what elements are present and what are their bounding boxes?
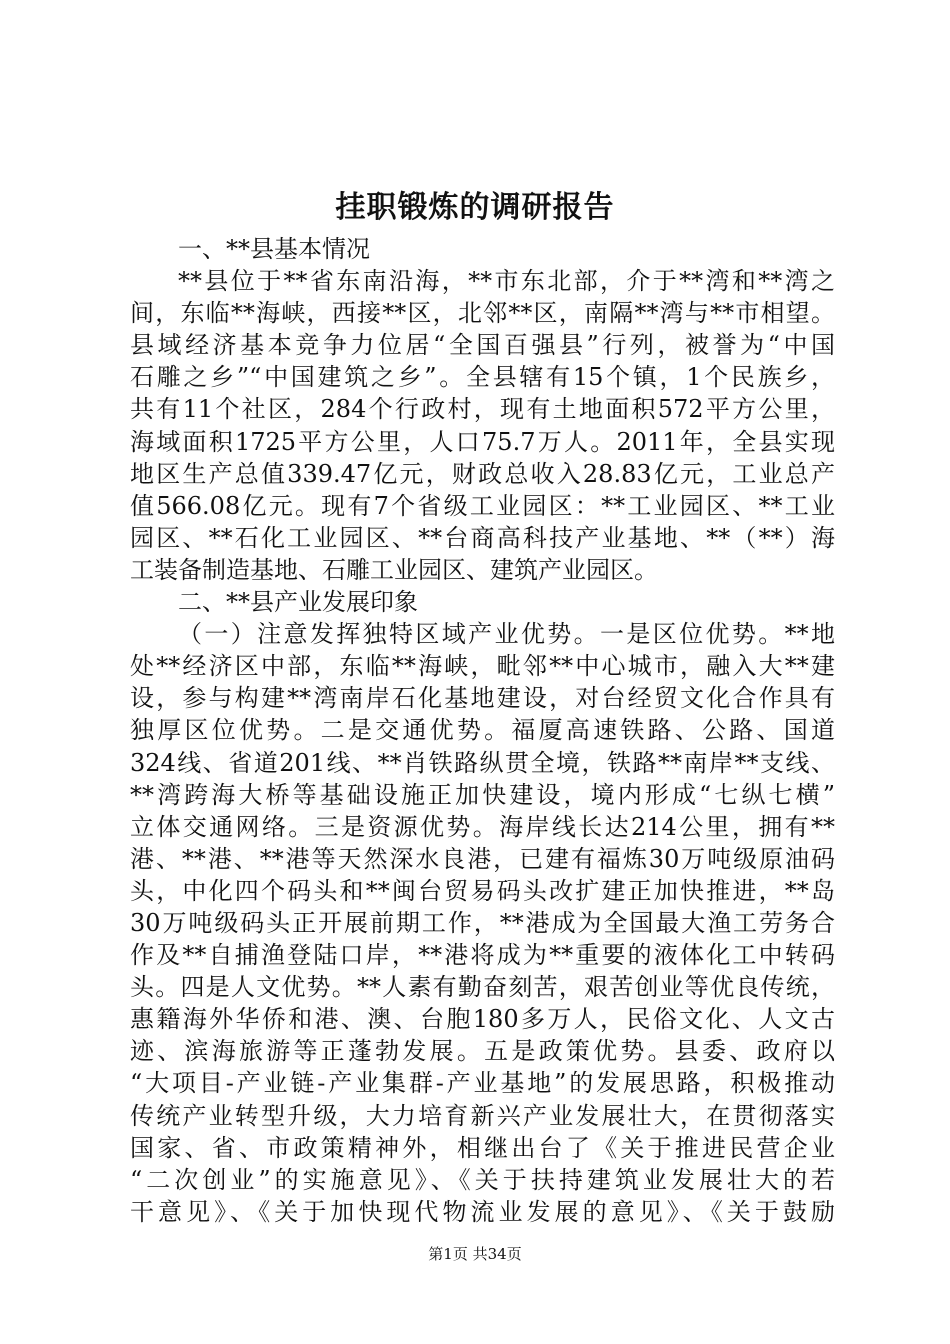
text-line: “大项目-产业链-产业集群-产业基地”的发展思路，积极推动: [130, 1069, 835, 1098]
text-line: 地区生产总值339.47亿元，财政总收入28.83亿元，工业总产: [130, 459, 835, 488]
text-line: 值566.08亿元。现有7个省级工业园区：**工业园区、**工业: [130, 491, 835, 520]
text-line: 间，东临**海峡，西接**区，北邻**区，南隔**湾与**市相望。: [130, 299, 835, 328]
text-line: 干意见》、《关于加快现代物流业发展的意见》、《关于鼓励: [130, 1197, 835, 1226]
text-line: 工装备制造基地、石雕工业园区、建筑产业园区。: [130, 555, 658, 584]
text-line: 一、**县基本情况: [178, 235, 370, 263]
text-line: 324线、省道201线、**肖铁路纵贯全境，铁路**南岸**支线、: [130, 748, 835, 777]
text-line: 设，参与构建**湾南岸石化基地建设，对台经贸文化合作具有: [130, 684, 835, 713]
text-line: 园区、**石化工业园区、**台商高科技产业基地、**（**）海: [130, 523, 835, 552]
text-line: 海域面积1725平方公里，人口75.7万人。2011年，全县实现: [130, 427, 835, 456]
text-line: 传统产业转型升级，大力培育新兴产业发展壮大，在贯彻落实: [130, 1101, 835, 1130]
text-line: “二次创业”的实施意见》、《关于扶持建筑业发展壮大的若: [130, 1165, 835, 1194]
text-line: **湾跨海大桥等基础设施正加快建设，境内形成“七纵七横”: [130, 780, 835, 809]
text-line: **县位于**省东南沿海，**市东北部，介于**湾和**湾之: [178, 267, 835, 296]
text-line: 共有11个社区，284个行政村，现有土地面积572平方公里，: [130, 395, 835, 424]
text-line: 港、**港、**港等天然深水良港，已建有福炼30万吨级原油码: [130, 844, 835, 873]
page-footer: [0, 1243, 950, 1265]
text-line: 石雕之乡”“中国建筑之乡”。全县辖有15个镇，1个民族乡，: [130, 363, 835, 392]
text-line: 迹、滨海旅游等正蓬勃发展。五是政策优势。县委、政府以: [130, 1037, 835, 1066]
text-line: 作及**自捕渔登陆口岸，**港将成为**重要的液体化工中转码: [130, 941, 835, 970]
text-line: （一）注意发挥独特区域产业优势。一是区位优势。**地: [178, 620, 835, 649]
document-title: 挂职锻炼的调研报告: [335, 190, 615, 225]
document-body: [130, 233, 835, 1228]
page-number-label: 第1页 共34页: [428, 1245, 522, 1263]
text-line: 立体交通网络。三是资源优势。海岸线长达214公里，拥有**: [130, 812, 835, 841]
text-line: 二、**县产业发展印象: [178, 588, 418, 617]
text-line: 30万吨级码头正开展前期工作，**港成为全国最大渔工劳务合: [130, 908, 835, 937]
text-line: 处**经济区中部，东临**海峡，毗邻**中心城市，融入大**建: [130, 652, 835, 681]
text-line: 头。四是人文优势。**人素有勤奋刻苦，艰苦创业等优良传统，: [130, 973, 835, 1002]
text-line: 独厚区位优势。二是交通优势。福厦高速铁路、公路、国道: [130, 716, 835, 745]
text-line: 国家、省、市政策精神外，相继出台了《关于推进民营企业: [130, 1133, 835, 1162]
text-line: 县域经济基本竞争力位居“全国百强县”行列，被誉为“中国: [130, 331, 835, 360]
text-line: 惠籍海外华侨和港、澳、台胞180多万人，民俗文化、人文古: [130, 1005, 835, 1034]
text-line: 头，中化四个码头和**闽台贸易码头改扩建正加快推进，**岛: [130, 876, 835, 905]
